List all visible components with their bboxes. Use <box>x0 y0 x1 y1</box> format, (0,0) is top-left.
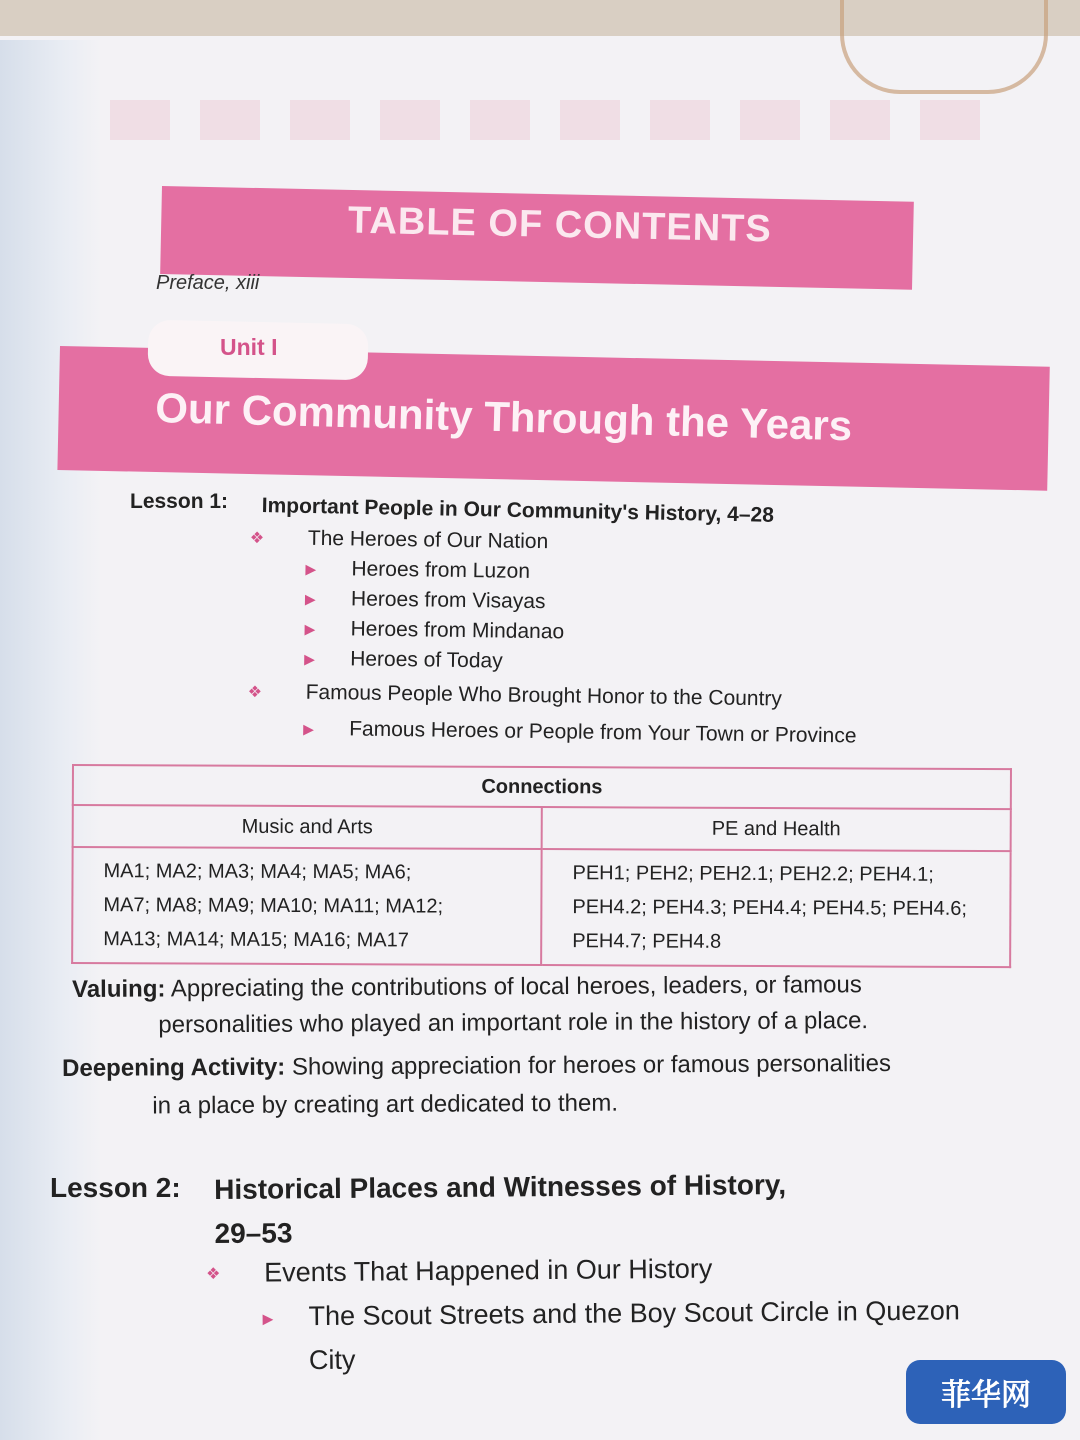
triangle-bullet-icon: ▶ <box>304 590 316 607</box>
code-line: MA1; MA2; MA3; MA4; MA5; MA6; <box>103 860 412 884</box>
unit-title: Our Community Through the Years <box>154 384 853 450</box>
subtopic-label: Heroes of Today <box>349 647 503 673</box>
subtopic-item <box>305 557 1009 591</box>
topic-label: The Heroes of Our Nation <box>307 526 549 554</box>
music-arts-header: Music and Arts <box>73 805 542 849</box>
subtopic-label: Heroes from Mindanao <box>350 617 565 644</box>
valuing-text-line2: personalities who played an important role in the history of a place. <box>158 1007 869 1039</box>
deepening-text-line2: in a place by creating art dedicated to them. <box>152 1089 619 1120</box>
subtopic-label: The Scout Streets and the Boy Scout Circle in Quezon City <box>308 1295 960 1376</box>
topic-label: Events That Happened in Our History <box>263 1253 713 1288</box>
topic-label: Famous People Who Brought Honor to the Country <box>305 680 783 711</box>
book-spine <box>0 40 100 1440</box>
music-arts-codes <box>72 847 542 965</box>
triangle-bullet-icon: ▶ <box>305 560 317 577</box>
lesson-2-title-line1: Historical Places and Witnesses of History, <box>214 1169 787 1205</box>
lesson-2-label: Lesson 2: <box>50 1172 181 1203</box>
subtopic-item <box>304 617 1008 651</box>
code-line: PEH4.7; PEH4.8 <box>572 930 722 953</box>
diamond-bullet-icon: ❖ <box>247 683 263 702</box>
triangle-bullet-icon: ▶ <box>262 1310 274 1327</box>
subtopic-item <box>304 647 1008 681</box>
triangle-bullet-icon: ▶ <box>304 620 316 637</box>
connections-table <box>71 764 1012 968</box>
site-watermark-logo: 菲华网 <box>906 1360 1066 1424</box>
subtopic-item <box>305 587 1009 621</box>
valuing-text-line1: Appreciating the contributions of local heroes, leaders, or famous <box>170 971 862 1003</box>
code-line: MA7; MA8; MA9; MA10; MA11; MA12; <box>103 894 444 918</box>
subtopic-label: Heroes from Luzon <box>351 557 531 583</box>
deepening-section <box>62 1044 1032 1126</box>
valuing-label: Valuing: <box>72 975 166 1003</box>
decorative-stripes <box>110 100 990 140</box>
code-line: MA13; MA14; MA15; MA16; MA17 <box>103 928 409 952</box>
unit-label: Unit I <box>220 334 278 360</box>
deepening-text-line1: Showing appreciation for heroes or famous personalities <box>291 1049 892 1081</box>
code-line: PEH4.2; PEH4.3; PEH4.4; PEH4.5; PEH4.6; <box>572 896 968 920</box>
preface-entry: Preface, xiii <box>156 272 260 294</box>
toc-title: TABLE OF CONTENTS <box>347 199 773 251</box>
diamond-bullet-icon: ❖ <box>206 1265 221 1283</box>
lesson-2-pages: 29–53 <box>214 1217 293 1249</box>
triangle-bullet-icon: ▶ <box>304 650 316 667</box>
topic-item <box>206 1251 1036 1289</box>
triangle-bullet-icon: ▶ <box>303 720 315 737</box>
deepening-label: Deepening Activity: <box>62 1053 286 1082</box>
lesson-1-topics <box>247 526 1010 751</box>
lesson-1-label: Lesson 1: <box>130 490 229 513</box>
code-line: PEH1; PEH2; PEH2.1; PEH2.2; PEH4.1; <box>572 862 934 886</box>
diamond-bullet-icon: ❖ <box>249 529 265 548</box>
lesson-2-title <box>214 1162 855 1256</box>
lesson-1-title: Important People in Our Community's History, 4–28 <box>261 494 775 527</box>
topic-item <box>248 680 1008 715</box>
connections-title: Connections <box>73 765 1011 809</box>
subtopic-label: Famous Heroes or People from Your Town or Province <box>349 717 857 748</box>
subtopic-label: Heroes from Visayas <box>350 587 546 614</box>
eyeglasses-object <box>840 0 1048 94</box>
pe-health-codes <box>541 849 1011 967</box>
pe-health-header: PE and Health <box>542 807 1011 851</box>
valuing-section <box>72 966 1012 1044</box>
